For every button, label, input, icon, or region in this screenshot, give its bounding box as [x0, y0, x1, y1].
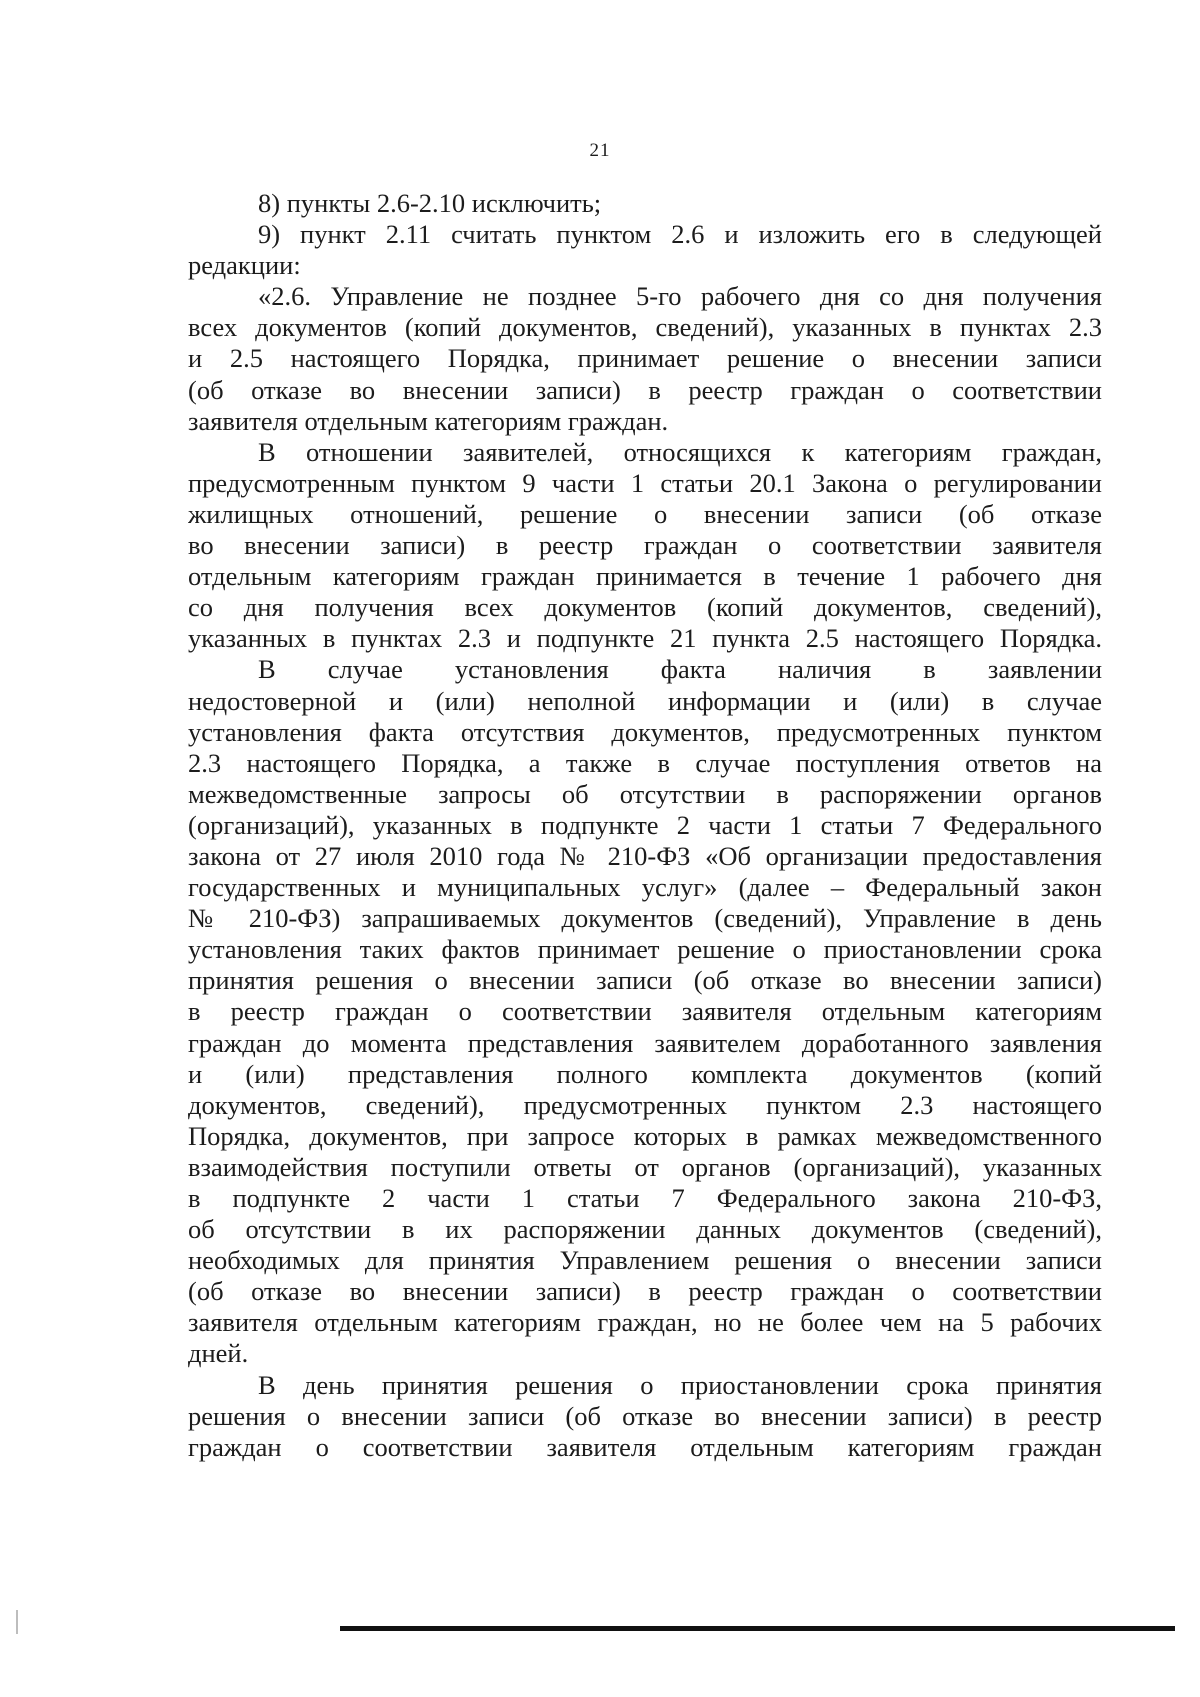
text-line: всех документов (копий документов, сведений), указанных в пунктах 2.3 — [188, 312, 1102, 343]
text-line: документов, сведений), предусмотренных пунктом 2.3 настоящего — [188, 1089, 1102, 1120]
text-line: в реестр граждан о соответствии заявителя отдельным категориям — [188, 996, 1102, 1027]
text-line: со дня получения всех документов (копий документов, сведений), — [188, 592, 1102, 623]
scan-mark — [16, 1610, 18, 1634]
text-line: и 2.5 настоящего Порядка, принимает решение о внесении записи — [188, 343, 1102, 374]
document-body — [188, 188, 1102, 1463]
text-line: редакции: — [188, 250, 301, 281]
text-line: во внесении записи) в реестр граждан о соответствии заявителя — [188, 530, 1102, 561]
text-line: государственных и муниципальных услуг» (далее – Федеральный закон — [188, 872, 1102, 903]
text-line: предусмотренным пунктом 9 части 1 статьи 20.1 Закона о регулировании — [188, 467, 1102, 498]
text-line: В случае установления факта наличия в заявлении — [258, 654, 1102, 685]
text-line: указанных в пунктах 2.3 и подпункте 21 пункта 2.5 настоящего Порядка. — [188, 623, 1102, 654]
text-line: граждан о соответствии заявителя отдельным категориям граждан — [188, 1431, 1102, 1462]
text-line: 2.3 настоящего Порядка, а также в случае поступления ответов на — [188, 747, 1102, 778]
text-line: закона от 27 июля 2010 года № 210-ФЗ «Об организации предоставления — [188, 840, 1102, 871]
bottom-rule — [340, 1626, 1175, 1631]
text-line: № 210-ФЗ) запрашиваемых документов (сведений), Управление в день — [188, 903, 1102, 934]
text-line: 8) пункты 2.6-2.10 исключить; — [258, 188, 602, 218]
text-line: заявителя отдельным категориям граждан, но не более чем на 5 рабочих — [188, 1307, 1102, 1338]
text-line: В день принятия решения о приостановлении срока принятия — [258, 1369, 1102, 1400]
text-line: необходимых для принятия Управлением решения о внесении записи — [188, 1245, 1102, 1276]
text-line: отдельным категориям граждан принимается в течение 1 рабочего дня — [188, 561, 1102, 592]
text-line: граждан до момента представления заявителем доработанного заявления — [188, 1027, 1102, 1058]
text-line: и (или) представления полного комплекта документов (копий — [188, 1058, 1102, 1089]
text-line: (об отказе во внесении записи) в реестр граждан о соответствии — [188, 1276, 1102, 1307]
text-line: взаимодействия поступили ответы от органов (организаций), указанных — [188, 1151, 1102, 1182]
text-line: недостоверной и (или) неполной информации и (или) в случае — [188, 685, 1102, 716]
text-line: установления таких фактов принимает решение о приостановлении срока — [188, 934, 1102, 965]
text-line: (об отказе во внесении записи) в реестр граждан о соответствии — [188, 374, 1102, 405]
text-line: об отсутствии в их распоряжении данных документов (сведений), — [188, 1214, 1102, 1245]
text-line: решения о внесении записи (об отказе во внесении записи) в реестр — [188, 1400, 1102, 1431]
text-line: в подпункте 2 части 1 статьи 7 Федерального закона 210-ФЗ, — [188, 1183, 1102, 1213]
text-line: принятия решения о внесении записи (об отказе во внесении записи) — [188, 965, 1102, 996]
text-line: 9) пункт 2.11 считать пунктом 2.6 и изложить его в следующей — [258, 219, 1102, 250]
page-number: 21 — [589, 140, 611, 161]
text-line: заявителя отдельным категориям граждан. — [188, 405, 669, 436]
text-line: дней. — [188, 1338, 249, 1369]
text-line: Порядка, документов, при запросе которых в рамках межведомственного — [188, 1120, 1102, 1151]
text-line: установления факта отсутствия документов, предусмотренных пунктом — [188, 716, 1102, 747]
text-line: межведомственные запросы об отсутствии в распоряжении органов — [188, 778, 1102, 809]
text-line: «2.6. Управление не позднее 5-го рабочего дня со дня получения — [258, 281, 1102, 312]
text-line: (организаций), указанных в подпункте 2 части 1 статьи 7 Федерального — [188, 809, 1102, 840]
text-line: В отношении заявителей, относящихся к категориям граждан, — [258, 436, 1102, 467]
text-line: жилищных отношений, решение о внесении записи (об отказе — [188, 498, 1102, 529]
